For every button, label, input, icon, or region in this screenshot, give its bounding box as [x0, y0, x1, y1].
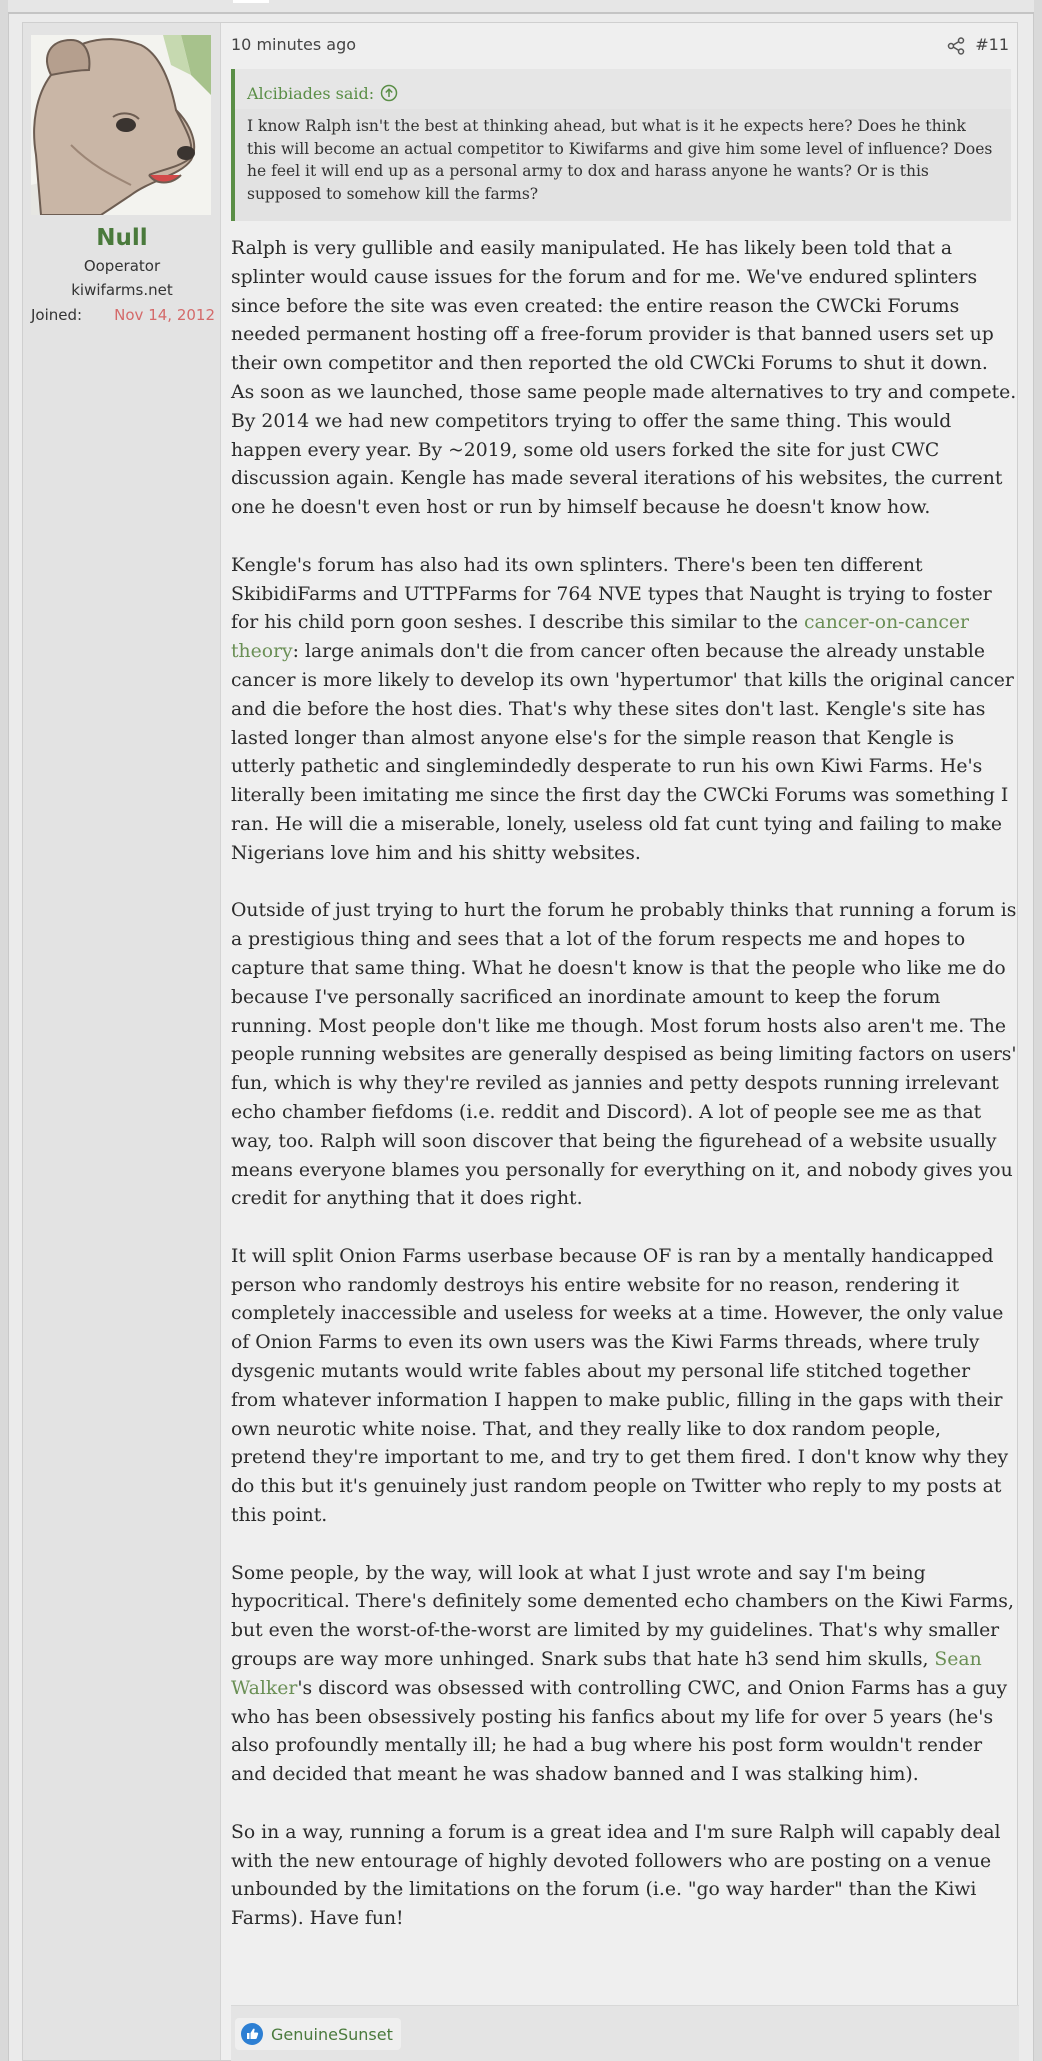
- arrow-up-circle-icon[interactable]: [380, 84, 398, 102]
- post-header: [231, 35, 1017, 59]
- like-icon: [241, 2023, 263, 2045]
- paragraph-text: Some people, by the way, will look at what I just wrote and say I'm being hypocritical. There's definitely some demented echo chambers on the Kiwi Farms, but even the worst-of-the-worst are limited by my guidelines. That's why smaller groups are way more unhinged. Snark subs that hate h3 send him skulls,: [231, 1562, 1014, 1671]
- avatar[interactable]: [31, 35, 211, 215]
- joined-label: Joined:: [31, 306, 83, 324]
- username[interactable]: Null: [96, 225, 148, 251]
- paragraph: So in a way, running a forum is a great idea and I'm sure Ralph will capably deal with the new entourage of highly devoted followers who are posting on a venue unbounded by the limitations on the forum (i.e. "go way harder" than the Kiwi Farms). Have fun!: [231, 1821, 1001, 1930]
- post-timestamp[interactable]: 10 minutes ago: [231, 35, 357, 54]
- user-info-panel: [23, 23, 221, 2060]
- previous-post-tab: [233, 0, 269, 3]
- reaction-user[interactable]: GenuineSunset: [271, 2024, 393, 2044]
- post-content: [231, 235, 1017, 1963]
- quote-author[interactable]: Alcibiades said:: [247, 83, 375, 103]
- paragraph: [231, 552, 1017, 869]
- paragraph-text: Kengle's forum has also had its own splinters. There's been ten different SkibidiFarms and UTTPFarms for 764 NVE types that Naught is trying to foster for his child porn goon seshes. I describe this similar to the: [231, 554, 992, 634]
- reactions-bar: [231, 2005, 1019, 2061]
- sean-walker-link[interactable]: Sean Walker: [231, 1649, 982, 1699]
- paragraph-text: : large animals don't die from cancer often because the already unstable cancer is more likely to develop its own 'hypertumor' that kills the original cancer and die before the host dies. That's why these sites don't last. Kengle's site has lasted longer than almost anyone else's for the simple reason that Kengle is utterly pathetic and singlemindedly desperate to run his own Kiwi Farms. He's literally been imitating me since the first day the CWCki Forums was something I ran. He will die a miserable, lonely, useless old fat cunt tying and failing to make Nigerians love him and his shitty websites.: [231, 641, 1014, 864]
- user-title: Ooperator: [83, 257, 161, 275]
- paragraph: Outside of just trying to hurt the forum he probably thinks that running a forum is a prestigious thing and sees that a lot of the forum respects me and hopes to capture that same thing. What he doesn't know is that the people who like me do because I've personally sacrificed an inordinate amount to keep the forum running. Most people don't like me though. Most forum hosts also aren't me. The people running websites are generally despised as being limiting factors on users' fun, which is why they're reviled as jannies and petty despots running irrelevant echo chamber fiefdoms (i.e. reddit and Discord). A lot of people see me as that way, too. Ralph will soon discover that being the figurehead of a website usually means everyone blames you personally for everything on it, and nobody gives you credit for anything that it does right.: [231, 900, 1017, 1210]
- cancer-on-cancer-theory-link[interactable]: cancer-on-cancer theory: [231, 612, 969, 663]
- dog-avatar-icon: [31, 35, 211, 215]
- quote-block: [231, 69, 1011, 221]
- reaction-summary[interactable]: [235, 2018, 401, 2050]
- paragraph: It will split Onion Farms userbase because OF is ran by a mentally handicapped person who randomly destroys his entire website for no reason, rendering it completely inaccessible and useless for weeks at a time. However, the only value of Onion Farms to even its own users was the Kiwi Farms threads, where truly dysgenic mutants would write fables about my personal life stitched together from whatever information I happen to make public, filling in the gaps with their own neurotic white noise. That, and they really like to dox random people, pretend they're important to me, and try to get them fired. I don't know why they do this but it's genuinely just random people on Twitter who reply to my posts at this point.: [231, 1245, 1009, 1527]
- post-number-link[interactable]: #11: [975, 35, 1009, 54]
- forum-post: [22, 22, 1018, 2061]
- joined-date: Nov 14, 2012: [114, 306, 215, 324]
- quote-text: I know Ralph isn't the best at thinking ahead, but what is it he expects here? Does he think this will become an actual competitor to Kiwifarms and give him some level of influence? Does he feel it will end up as a personal army to dox and harass anyone he wants? Or is this supposed to somehow kill the farms?: [247, 117, 993, 203]
- paragraph: [231, 1560, 1017, 1790]
- paragraph: Ralph is very gullible and easily manipulated. He has likely been told that a splinter would cause issues for the forum and for me. We've endured splinters since before the site was even created: the entire reason the CWCki Forums needed permanent hosting off a free-forum provider is that banned users set up their own competitor and then reported the old CWCki Forums to shut it down. As soon as we launched, those same people made alternatives to try and compete. By 2014 we had new competitors trying to offer the same thing. This would happen every year. By ~2019, some old users forked the site for just CWC discussion again. Kengle has made several iterations of his websites, the current one he doesn't even host or run by himself because he doesn't know how.: [231, 238, 1017, 519]
- user-site: kiwifarms.net: [71, 281, 173, 299]
- post-main: [231, 23, 1017, 2060]
- previous-post-border: [8, 0, 1034, 14]
- paragraph-text: 's discord was obsessed with controlling CWC, and Onion Farms has a guy who has been obsessively posting his fanfics about my life for over 5 years (he's also profoundly mentally ill; he had a bug where his post form wouldn't render and decided that meant he was shadow banned and I was stalking him).: [231, 1677, 1008, 1786]
- quote-header[interactable]: [235, 69, 1011, 109]
- joined-row: [31, 306, 215, 324]
- share-icon[interactable]: [947, 37, 965, 55]
